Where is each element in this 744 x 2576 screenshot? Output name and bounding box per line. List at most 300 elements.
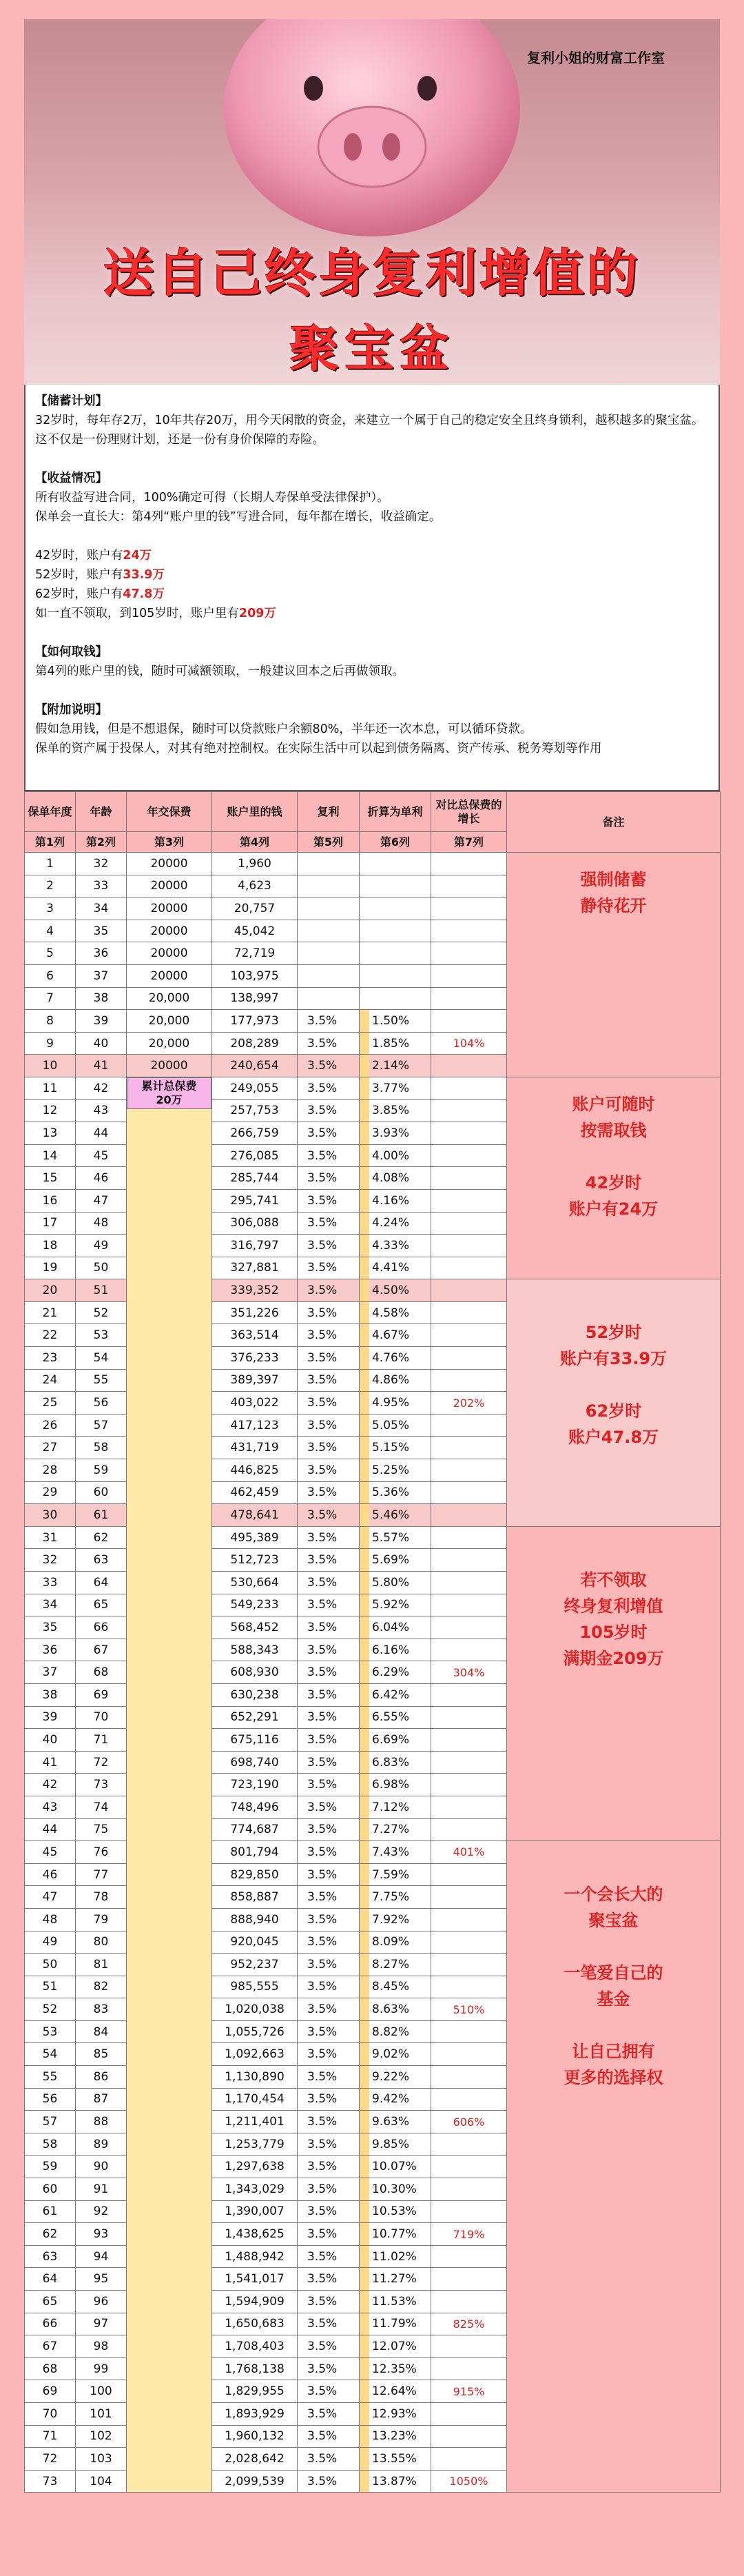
cell-compound: 3.5%: [298, 1976, 360, 1998]
cell-growth: [431, 1189, 507, 1212]
account-summary-line: [35, 604, 709, 623]
cell-compound: 3.5%: [298, 2200, 360, 2223]
cell-year: 16: [25, 1189, 76, 1212]
cell-account: 1,020,038: [212, 1998, 298, 2021]
cell-compound: 3.5%: [298, 1706, 360, 1729]
cell-account: 1,438,625: [212, 2223, 298, 2246]
cell-premium: 20000: [127, 920, 212, 942]
cell-year: 5: [25, 942, 76, 965]
cell-account: 512,723: [212, 1549, 298, 1572]
cell-age: 103: [76, 2448, 127, 2471]
cell-compound: 3.5%: [298, 1886, 360, 1909]
note-line: 按需取钱: [580, 1120, 647, 1140]
cell-growth: [431, 1099, 507, 1122]
cell-compound: 3.5%: [298, 1796, 360, 1818]
cell-age: 50: [76, 1257, 127, 1279]
cell-simple: 5.57%: [360, 1526, 431, 1549]
cell-compound: [298, 942, 360, 965]
cell-age: 34: [76, 897, 127, 920]
col-label-3: 第3列: [127, 832, 212, 853]
cell-year: 56: [25, 2088, 76, 2111]
cell-compound: 3.5%: [298, 1324, 360, 1347]
cell-simple: 13.55%: [360, 2448, 431, 2471]
cell-premium: 20000: [127, 1055, 212, 1077]
cell-year: 55: [25, 2066, 76, 2089]
cell-simple: 4.00%: [360, 1144, 431, 1167]
cell-compound: 3.5%: [298, 1392, 360, 1414]
cell-simple: 5.80%: [360, 1572, 431, 1594]
plan-description: [24, 385, 720, 791]
cell-compound: 3.5%: [298, 1235, 360, 1257]
cell-age: 85: [76, 2043, 127, 2066]
cell-compound: 3.5%: [298, 1549, 360, 1572]
benefit-table: [24, 791, 721, 2493]
cell-account: 257,753: [212, 1099, 298, 1122]
cell-simple: 1.50%: [360, 1010, 431, 1033]
cell-simple: 11.27%: [360, 2268, 431, 2291]
cell-compound: 3.5%: [298, 1504, 360, 1527]
cell-account: 249,055: [212, 1077, 298, 1099]
cell-growth: [431, 987, 507, 1010]
cell-age: 80: [76, 1931, 127, 1954]
cell-year: 29: [25, 1481, 76, 1504]
cell-compound: [298, 875, 360, 897]
cell-year: 62: [25, 2223, 76, 2246]
table-row: [25, 1077, 721, 1099]
cell-growth: [431, 2268, 507, 2291]
cell-year: 66: [25, 2313, 76, 2335]
cell-account: 801,794: [212, 1841, 298, 1864]
cell-simple: 4.24%: [360, 1212, 431, 1235]
cell-growth: [431, 1010, 507, 1033]
note-cell: [507, 1077, 721, 1279]
cell-age: 88: [76, 2111, 127, 2133]
note-line: [507, 1293, 720, 1319]
cell-simple: 12.35%: [360, 2357, 431, 2380]
cell-account: 363,514: [212, 1324, 298, 1347]
cell-age: 73: [76, 1774, 127, 1796]
cell-growth: [431, 1751, 507, 1774]
cell-simple: 11.79%: [360, 2313, 431, 2335]
cell-growth: [431, 1976, 507, 1998]
spacer-line: [35, 449, 709, 469]
cell-year: 44: [25, 1818, 76, 1841]
cell-growth: [431, 2357, 507, 2380]
cell-year: 21: [25, 1301, 76, 1324]
note-line: [507, 1372, 720, 1398]
cell-year: 70: [25, 2402, 76, 2425]
cell-growth: [431, 1077, 507, 1099]
cell-simple: 6.04%: [360, 1616, 431, 1639]
cell-age: 95: [76, 2268, 127, 2291]
cell-growth: [431, 1954, 507, 1976]
cell-compound: 3.5%: [298, 1257, 360, 1279]
cell-simple: 4.16%: [360, 1189, 431, 1212]
cell-year: 73: [25, 2470, 76, 2493]
col-header-year: 保单年度: [25, 792, 76, 832]
cell-account: 316,797: [212, 1235, 298, 1257]
col-header-growth: 对比总保费的增长: [431, 792, 507, 832]
cell-year: 47: [25, 1886, 76, 1909]
cell-age: 96: [76, 2291, 127, 2313]
note-line: 静待花开: [580, 896, 647, 915]
cell-growth: [431, 1504, 507, 1527]
cell-simple: 1.85%: [360, 1032, 431, 1055]
cell-growth: [431, 2448, 507, 2471]
cell-growth: [431, 1122, 507, 1145]
cell-year: 2: [25, 875, 76, 897]
cell-growth: [431, 1437, 507, 1459]
cell-year: 1: [25, 853, 76, 875]
cell-year: 41: [25, 1751, 76, 1774]
cell-year: 6: [25, 964, 76, 987]
cell-age: 38: [76, 987, 127, 1010]
cell-account: 266,759: [212, 1122, 298, 1145]
cell-simple: 10.07%: [360, 2156, 431, 2178]
cell-growth: [431, 2200, 507, 2223]
cell-year: 27: [25, 1437, 76, 1459]
cell-age: 60: [76, 1481, 127, 1504]
account-summary-label: 42岁时，账户有: [35, 549, 123, 562]
cell-compound: 3.5%: [298, 2357, 360, 2380]
cell-premium-total: [127, 1077, 212, 2492]
account-summary-value: 47.8万: [123, 587, 165, 601]
cell-account: 1,708,403: [212, 2335, 298, 2358]
cell-premium: 20000: [127, 875, 212, 897]
cell-simple: 8.63%: [360, 1998, 431, 2021]
note-line: [507, 1541, 720, 1567]
cell-simple: 10.30%: [360, 2178, 431, 2201]
cell-simple: [360, 897, 431, 920]
cell-year: 52: [25, 1998, 76, 2021]
cell-year: 42: [25, 1774, 76, 1796]
cell-account: 1,253,779: [212, 2133, 298, 2156]
cell-year: 36: [25, 1639, 76, 1661]
cell-account: 1,960: [212, 853, 298, 875]
section-text: 所有收益写进合同，100%确定可得（长期人寿保单受法律保护）。: [35, 491, 389, 505]
cell-simple: 5.36%: [360, 1481, 431, 1504]
cell-account: 285,744: [212, 1167, 298, 1190]
spacer-line: [35, 681, 709, 700]
cell-account: 888,940: [212, 1908, 298, 1931]
cell-growth: [431, 2425, 507, 2448]
cell-age: 62: [76, 1526, 127, 1549]
cell-account: 698,740: [212, 1751, 298, 1774]
cell-compound: 3.5%: [298, 2178, 360, 2201]
studio-name: 复利小姐的财富工作室: [527, 50, 665, 66]
cell-age: 33: [76, 875, 127, 897]
col-header-notes: 备注: [507, 792, 721, 853]
cell-year: 58: [25, 2133, 76, 2156]
cell-year: 39: [25, 1706, 76, 1729]
cell-compound: 3.5%: [298, 1661, 360, 1684]
cell-account: 630,238: [212, 1683, 298, 1706]
cell-year: 33: [25, 1572, 76, 1594]
cell-compound: 3.5%: [298, 1729, 360, 1752]
col-label-1: 第1列: [25, 832, 76, 853]
cell-growth: [431, 1818, 507, 1841]
section-heading: 【储蓄计划】: [35, 394, 107, 408]
cell-account: 549,233: [212, 1594, 298, 1616]
cell-simple: [360, 987, 431, 1010]
cell-age: 81: [76, 1954, 127, 1976]
note-line: 52岁时: [585, 1323, 642, 1343]
cell-premium: 20,000: [127, 987, 212, 1010]
cell-premium: 20000: [127, 853, 212, 875]
cell-growth: [431, 1414, 507, 1437]
cell-growth: 1050%: [431, 2470, 507, 2493]
cell-account: 608,930: [212, 1661, 298, 1684]
section-heading: 【如何取钱】: [35, 645, 107, 659]
note-line: 62岁时: [585, 1401, 642, 1421]
cell-growth: [431, 1347, 507, 1370]
cell-compound: 3.5%: [298, 2448, 360, 2471]
cell-age: 40: [76, 1032, 127, 1055]
cell-simple: 5.46%: [360, 1504, 431, 1527]
note-line: [507, 2012, 720, 2038]
cell-age: 67: [76, 1639, 127, 1661]
cell-compound: [298, 920, 360, 942]
cell-year: 17: [25, 1212, 76, 1235]
cell-age: 104: [76, 2470, 127, 2493]
cell-year: 72: [25, 2448, 76, 2471]
cell-year: 38: [25, 1683, 76, 1706]
note-line: 42岁时: [585, 1173, 642, 1193]
cell-compound: 3.5%: [298, 2043, 360, 2066]
cell-growth: [431, 1301, 507, 1324]
cell-simple: 6.16%: [360, 1639, 431, 1661]
cell-compound: 3.5%: [298, 2425, 360, 2448]
cell-simple: 4.41%: [360, 1257, 431, 1279]
cell-account: 675,116: [212, 1729, 298, 1752]
cell-simple: 7.75%: [360, 1886, 431, 1909]
cell-simple: 4.76%: [360, 1347, 431, 1370]
note-line: 终身复利增值: [564, 1596, 663, 1616]
cell-account: 45,042: [212, 920, 298, 942]
cell-compound: 3.5%: [298, 1639, 360, 1661]
cell-premium: 20000: [127, 897, 212, 920]
cell-growth: [431, 1279, 507, 1302]
cell-compound: 3.5%: [298, 1572, 360, 1594]
cell-account: 462,459: [212, 1481, 298, 1504]
cell-growth: [431, 1729, 507, 1752]
account-summary-value: 33.9万: [123, 568, 165, 582]
cell-simple: 13.87%: [360, 2470, 431, 2493]
cell-year: 46: [25, 1863, 76, 1886]
cell-compound: 3.5%: [298, 2402, 360, 2425]
cell-age: 35: [76, 920, 127, 942]
col-header-compound: 复利: [298, 792, 360, 832]
cell-account: 403,022: [212, 1392, 298, 1414]
cell-growth: 401%: [431, 1841, 507, 1864]
cell-simple: 6.98%: [360, 1774, 431, 1796]
cell-age: 97: [76, 2313, 127, 2335]
cell-simple: 4.33%: [360, 1235, 431, 1257]
cell-growth: 915%: [431, 2380, 507, 2403]
cell-age: 48: [76, 1212, 127, 1235]
cell-compound: 3.5%: [298, 1774, 360, 1796]
cell-growth: [431, 1931, 507, 1954]
cell-age: 99: [76, 2357, 127, 2380]
cell-account: 748,496: [212, 1796, 298, 1818]
cell-age: 75: [76, 1818, 127, 1841]
cell-account: 829,850: [212, 1863, 298, 1886]
note-line: 基金: [597, 1989, 630, 2009]
col-header-premium: 年交保费: [127, 792, 212, 832]
cell-compound: 3.5%: [298, 1144, 360, 1167]
col-label-2: 第2列: [76, 832, 127, 853]
cell-account: 1,768,138: [212, 2357, 298, 2380]
cell-account: 295,741: [212, 1189, 298, 1212]
cell-account: 1,893,929: [212, 2402, 298, 2425]
cell-simple: [360, 875, 431, 897]
account-summary-line: [35, 546, 709, 565]
table-header-row: [25, 792, 721, 832]
cell-compound: 3.5%: [298, 1616, 360, 1639]
cell-growth: [431, 1863, 507, 1886]
cell-account: 208,289: [212, 1032, 298, 1055]
poster: [24, 19, 720, 2556]
cell-year: 60: [25, 2178, 76, 2201]
cell-compound: 3.5%: [298, 1212, 360, 1235]
col-header-simple: 折算为单利: [360, 792, 431, 832]
cell-compound: 3.5%: [298, 1055, 360, 1077]
cell-simple: 3.77%: [360, 1077, 431, 1099]
cell-account: 858,887: [212, 1886, 298, 1909]
cell-growth: 510%: [431, 1998, 507, 2021]
cell-simple: 4.95%: [360, 1392, 431, 1414]
cell-growth: [431, 897, 507, 920]
cell-age: 61: [76, 1504, 127, 1527]
cell-account: 276,085: [212, 1144, 298, 1167]
cell-simple: 4.50%: [360, 1279, 431, 1302]
cell-simple: 8.45%: [360, 1976, 431, 1998]
note-line: 强制储蓄: [580, 870, 647, 889]
cell-age: 46: [76, 1167, 127, 1190]
cell-simple: 9.22%: [360, 2066, 431, 2089]
cell-compound: 3.5%: [298, 1594, 360, 1616]
section-text: 保单会一直长大：第4列“账户里的钱”写进合同，每年都在增长，收益确定。: [35, 510, 442, 524]
cell-age: 65: [76, 1594, 127, 1616]
cell-simple: 8.82%: [360, 2020, 431, 2043]
cell-account: 1,541,017: [212, 2268, 298, 2291]
cell-growth: [431, 2043, 507, 2066]
cell-account: 652,291: [212, 1706, 298, 1729]
cell-year: 26: [25, 1414, 76, 1437]
cell-simple: 5.25%: [360, 1459, 431, 1482]
section-text: 假如急用钱，但是不想退保，随时可以贷款账户余额80%，半年还一次本息，可以循环贷款。: [35, 722, 533, 736]
cell-account: 177,973: [212, 1010, 298, 1033]
cell-compound: 3.5%: [298, 1954, 360, 1976]
cell-account: 1,297,638: [212, 2156, 298, 2178]
cell-premium: 20000: [127, 964, 212, 987]
section-text: 保单的资产属于投保人，对其有绝对控制权。在实际生活中可以起到债务隔离、资产传承、税务筹划等作用: [35, 742, 602, 755]
cell-year: 25: [25, 1392, 76, 1414]
cell-account: 446,825: [212, 1459, 298, 1482]
cell-age: 43: [76, 1099, 127, 1122]
cell-account: 588,343: [212, 1639, 298, 1661]
cell-age: 74: [76, 1796, 127, 1818]
cell-compound: 3.5%: [298, 2245, 360, 2268]
cell-simple: 12.64%: [360, 2380, 431, 2403]
cell-age: 90: [76, 2156, 127, 2178]
cell-age: 87: [76, 2088, 127, 2111]
cell-compound: 3.5%: [298, 1347, 360, 1370]
cell-year: 19: [25, 1257, 76, 1279]
cell-year: 12: [25, 1099, 76, 1122]
col-header-age: 年龄: [76, 792, 127, 832]
cell-compound: 3.5%: [298, 1414, 360, 1437]
cell-simple: [360, 853, 431, 875]
account-summary-label: 52岁时，账户有: [35, 568, 123, 582]
cell-compound: 3.5%: [298, 1099, 360, 1122]
cell-year: 35: [25, 1616, 76, 1639]
cell-simple: 7.27%: [360, 1818, 431, 1841]
cell-age: 59: [76, 1459, 127, 1482]
cell-age: 57: [76, 1414, 127, 1437]
cell-age: 70: [76, 1706, 127, 1729]
cell-simple: 6.69%: [360, 1729, 431, 1752]
cell-simple: 6.42%: [360, 1683, 431, 1706]
cell-simple: 13.23%: [360, 2425, 431, 2448]
col-label-5: 第5列: [298, 832, 360, 853]
spacer-line: [35, 527, 709, 546]
col-label-4: 第4列: [212, 832, 298, 853]
cell-simple: 10.77%: [360, 2223, 431, 2246]
cell-compound: 3.5%: [298, 2066, 360, 2089]
cell-age: 41: [76, 1055, 127, 1077]
cell-simple: 5.05%: [360, 1414, 431, 1437]
col-header-account: 账户里的钱: [212, 792, 298, 832]
cell-compound: 3.5%: [298, 2470, 360, 2493]
cell-growth: [431, 2402, 507, 2425]
cell-age: 77: [76, 1863, 127, 1886]
cell-account: 20,757: [212, 897, 298, 920]
cell-year: 20: [25, 1279, 76, 1302]
cell-year: 4: [25, 920, 76, 942]
cell-simple: 6.29%: [360, 1661, 431, 1684]
note-cell: [507, 1279, 721, 1527]
cell-year: 43: [25, 1796, 76, 1818]
cell-compound: 3.5%: [298, 2313, 360, 2335]
hero-banner: [24, 19, 720, 385]
cell-simple: 8.09%: [360, 1931, 431, 1954]
cell-account: 1,170,454: [212, 2088, 298, 2111]
cell-year: 48: [25, 1908, 76, 1931]
cell-compound: [298, 853, 360, 875]
cell-account: 1,130,890: [212, 2066, 298, 2089]
cell-year: 3: [25, 897, 76, 920]
cell-age: 44: [76, 1122, 127, 1145]
cell-year: 50: [25, 1954, 76, 1976]
cell-age: 92: [76, 2200, 127, 2223]
cell-simple: 2.14%: [360, 1055, 431, 1077]
cell-compound: 3.5%: [298, 2335, 360, 2358]
cell-year: 40: [25, 1729, 76, 1752]
cell-simple: 3.85%: [360, 1099, 431, 1122]
cell-compound: 3.5%: [298, 2111, 360, 2133]
page-title-line2: 聚宝盆: [289, 319, 455, 378]
cell-compound: 3.5%: [298, 2133, 360, 2156]
cell-compound: 3.5%: [298, 1301, 360, 1324]
cell-year: 24: [25, 1369, 76, 1392]
cell-growth: [431, 1616, 507, 1639]
cell-simple: 9.85%: [360, 2133, 431, 2156]
cell-year: 51: [25, 1976, 76, 1998]
cell-account: 920,045: [212, 1931, 298, 1954]
cell-compound: 3.5%: [298, 1032, 360, 1055]
cell-compound: 3.5%: [298, 1751, 360, 1774]
